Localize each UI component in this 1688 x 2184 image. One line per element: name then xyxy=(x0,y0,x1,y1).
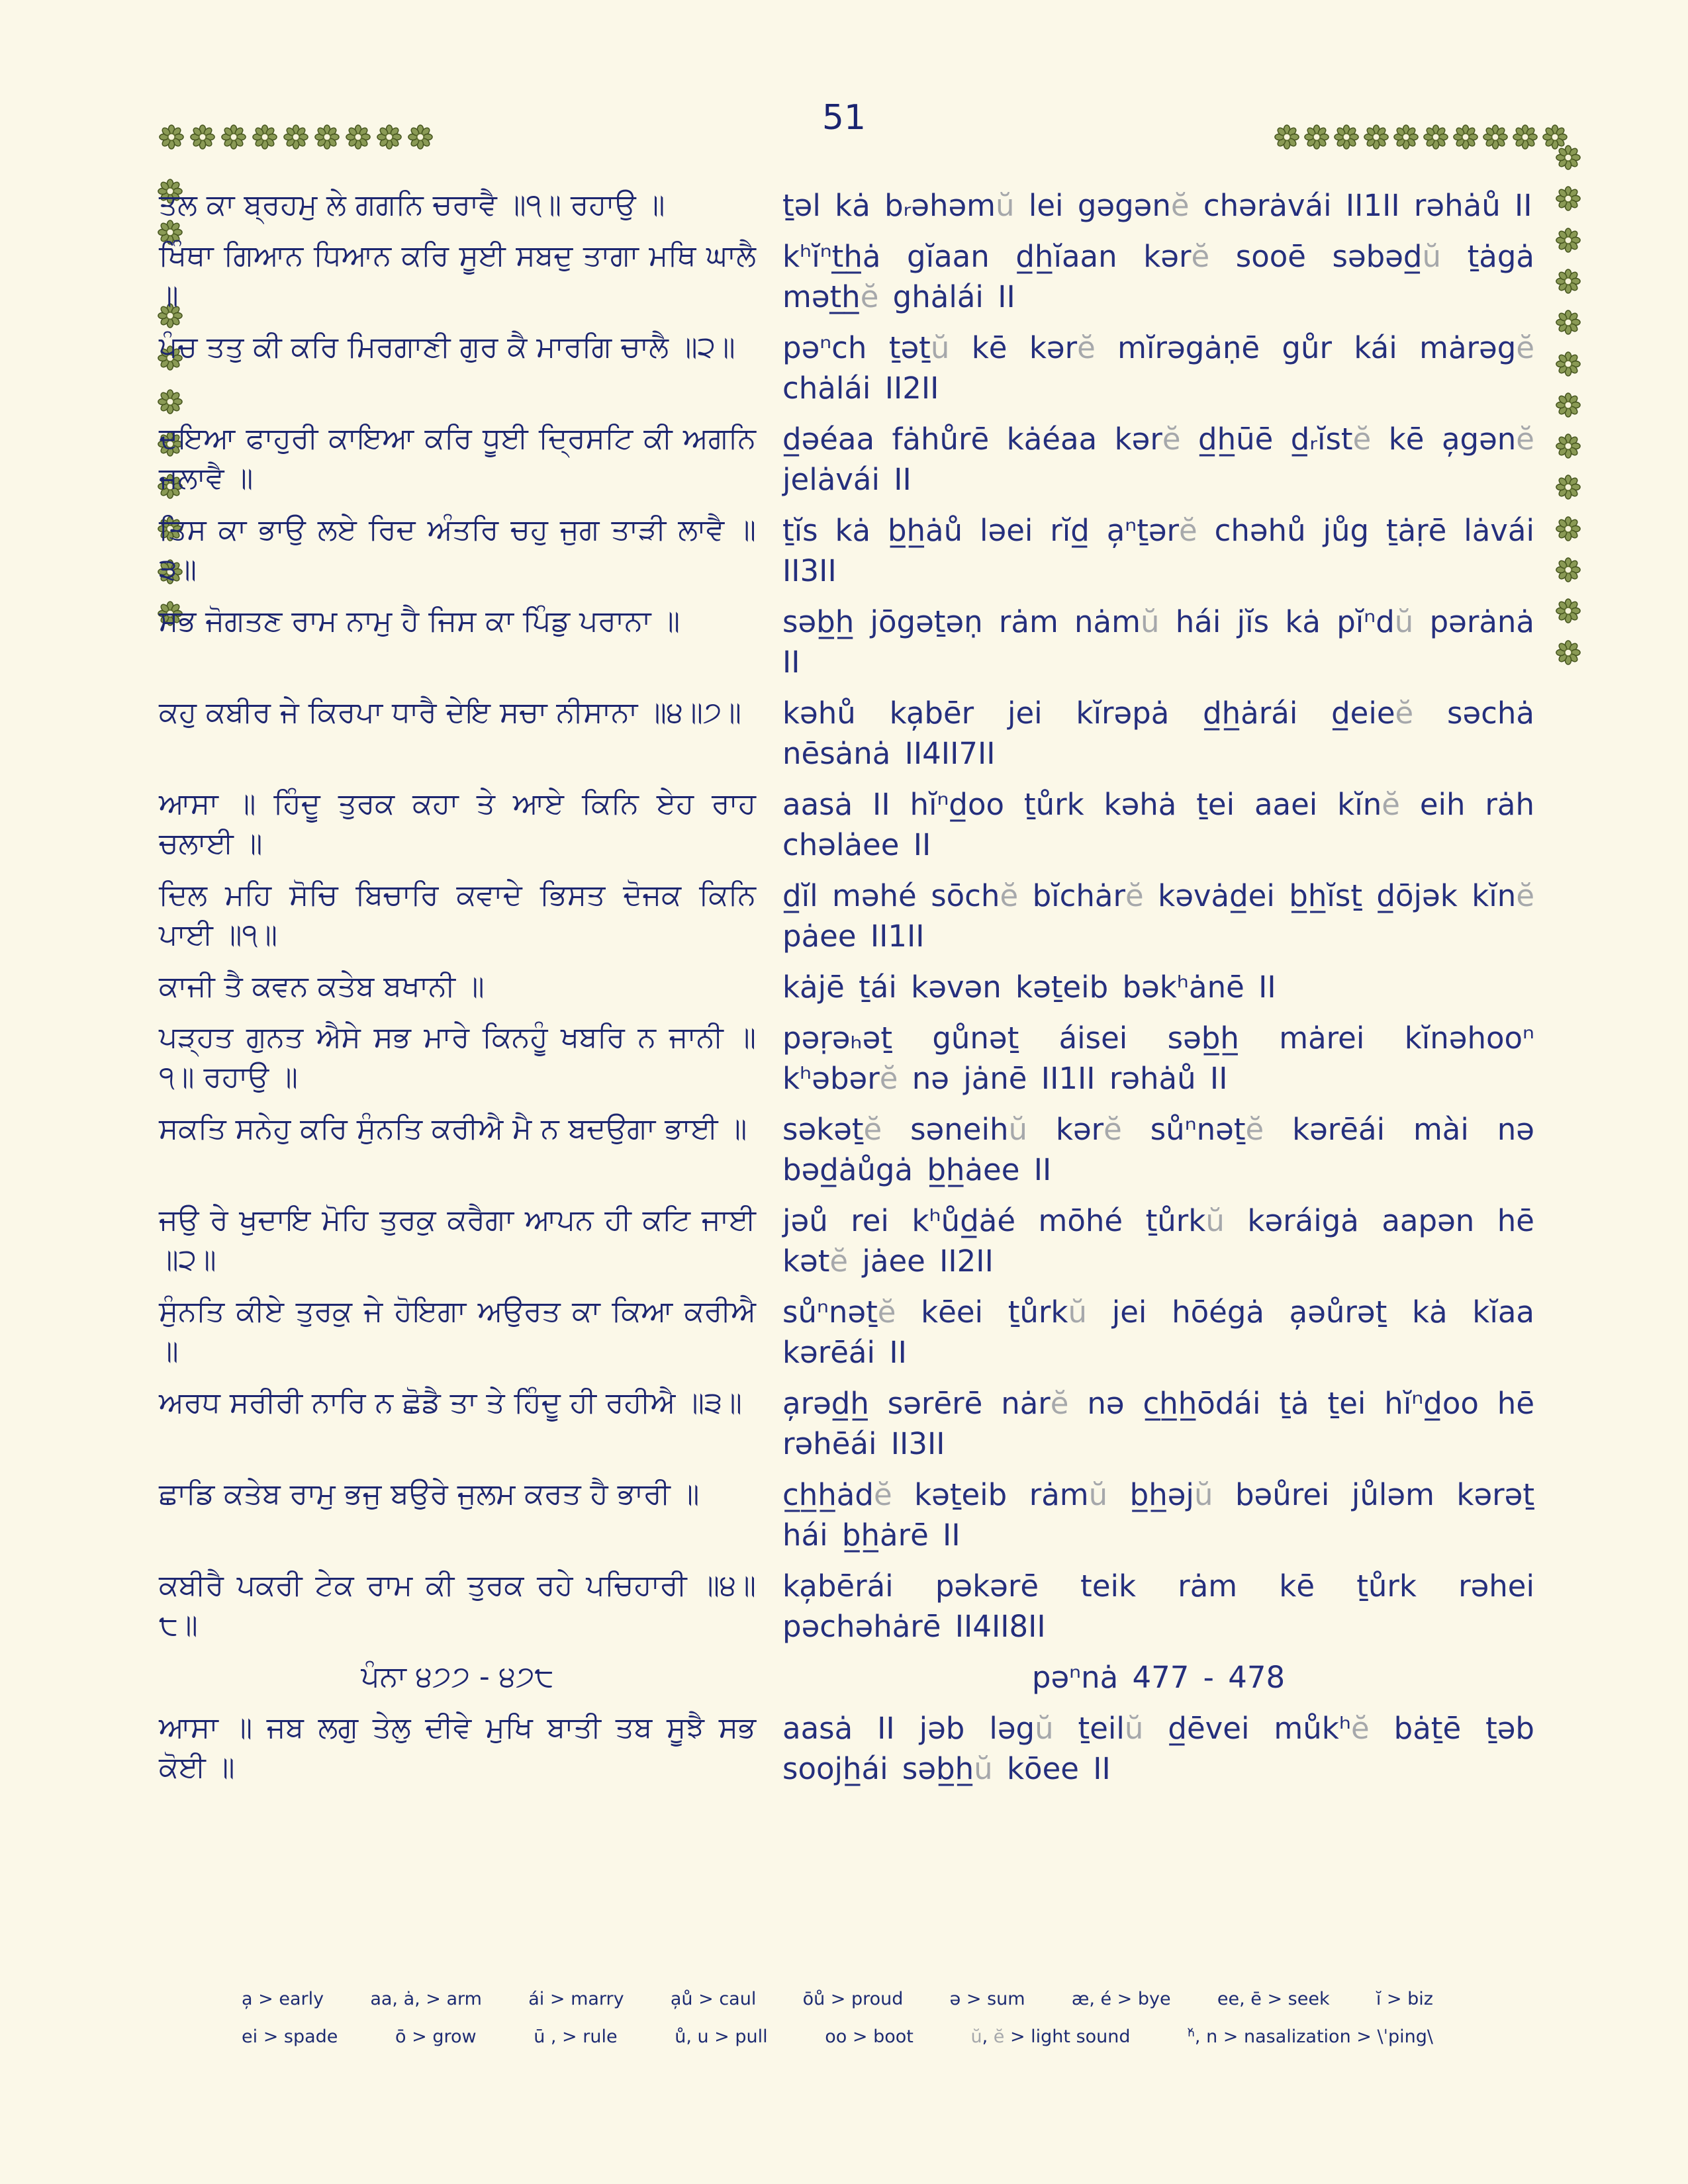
flower-icon xyxy=(1274,124,1299,150)
page-number: 51 xyxy=(821,98,867,138)
transliteration-line: pəⁿch ṯəṯŭ kē kərĕ mĭrəgȧṇē gůr kái mȧrəgĕ chȧlái II2II xyxy=(782,330,1534,406)
gurmukhi-line: ਪੰਚ ਤਤੁ ਕੀ ਕਰਿ ਮਿਰਗਾਣੀ ਗੁਰ ਕੈ ਮਾਰਗਿ ਚਾਲੈ ॥੨॥ xyxy=(159,330,735,364)
flower-icon xyxy=(1556,516,1581,541)
gurmukhi-line: ਤਿਸ ਕਾ ਭਾਉ ਲਏ ਰਿਦ ਅੰਤਰਿ ਚਹੁ ਜੁਗ ਤਾੜੀ ਲਾਵੈ ॥੩॥ xyxy=(159,513,756,586)
verse-table xyxy=(159,185,1534,1789)
page-ref-gurmukhi: ਪੰਨਾ ੪੭੭ - ੪੭੮ xyxy=(361,1660,554,1694)
pronunciation-key-row xyxy=(242,2026,1433,2047)
flower-icon xyxy=(1423,124,1448,150)
flower-icon xyxy=(190,124,215,150)
flower-icon xyxy=(159,124,184,150)
flower-icon xyxy=(377,124,402,150)
flower-icon xyxy=(1453,124,1478,150)
pronunciation-key-item: æ, é > bye xyxy=(1071,1989,1171,2009)
flower-icon xyxy=(1556,640,1581,665)
transliteration-line: pəṛəₕəṯ gůnəṯ áisei səb̲h̲ mȧrei kĭnəhooⁿ kʰəbərĕ nə jȧnē II1II rəhȧů II xyxy=(782,1021,1534,1096)
transliteration-line: aasȧ II jəb ləgŭ ṯeilŭ d̲ēvei můkʰĕ bȧṯē ṯəb soojh̲ái səb̲h̲ŭ kōee II xyxy=(782,1711,1534,1786)
flower-icon xyxy=(1556,433,1581,459)
transliteration-line: ṯəl kȧ bᵣəhəmŭ lei gəgənĕ chərȧvái II1II rəhȧů II xyxy=(782,188,1532,223)
transliteration-line: a̦rəd̲h̲ sərērē nȧrĕ nə c̲h̲h̲ōdái ṯȧ ṯei hĭⁿd̲oo hē rəhēái II3II xyxy=(782,1386,1535,1461)
pronunciation-key-item: ee, ē > seek xyxy=(1217,1989,1330,2009)
gurmukhi-line: ਖਿੰਥਾ ਗਿਆਨ ਧਿਆਨ ਕਰਿ ਸੂਈ ਸਬਦੁ ਤਾਗਾ ਮਥਿ ਘਾਲੈ ॥ xyxy=(159,239,756,312)
pronunciation-key-item: ə > sum xyxy=(949,1989,1025,2009)
gurmukhi-line: ਦਿਲ ਮਹਿ ਸੋਚਿ ਬਿਚਾਰਿ ਕਵਾਦੇ ਭਿਸਤ ਦੋਜਕ ਕਿਨਿ ਪਾਈ ॥੧॥ xyxy=(159,878,756,952)
pronunciation-key-item: ái > marry xyxy=(528,1989,624,2009)
pronunciation-key-item: a̦ > early xyxy=(242,1989,324,2009)
pronunciation-key-item: ů, u > pull xyxy=(675,2026,768,2047)
gurmukhi-line: ਆਸਾ ॥ ਹਿੰਦੂ ਤੁਰਕ ਕਹਾ ਤੇ ਆਏ ਕਿਨਿ ਏਹ ਰਾਹ ਚਲਾਈ ॥ xyxy=(159,787,756,860)
transliteration-line: ṯĭs kȧ b̲h̲ȧů ləei rĭd̲ a̦ⁿṯərĕ chəhů jůg ṯȧṛē lȧvái II3II xyxy=(782,513,1534,588)
gurmukhi-line: ਕਬੀਰੈ ਪਕਰੀ ਟੇਕ ਰਾਮ ਕੀ ਤੁਰਕ ਰਹੇ ਪਚਿਹਾਰੀ ॥੪॥੮॥ xyxy=(159,1569,756,1642)
pronunciation-key-item: ŭ, ĕ > light sound xyxy=(970,2026,1131,2047)
transliteration-line: səkəṯĕ səneihŭ kərĕ sůⁿnəṯĕ kərēái mài nə bəd̲ȧůgȧ b̲h̲ȧee II xyxy=(782,1112,1534,1187)
flower-icon xyxy=(1513,124,1538,150)
pronunciation-key-item: ō > grow xyxy=(395,2026,477,2047)
flower-icon xyxy=(346,124,371,150)
flower-icon xyxy=(314,124,340,150)
pronunciation-key-item: aa, ȧ, > arm xyxy=(370,1989,482,2009)
flower-icon xyxy=(1556,269,1581,294)
flower-icon xyxy=(1556,310,1581,335)
flower-icon xyxy=(1556,145,1581,170)
gurmukhi-line: ਛਾਡਿ ਕਤੇਬ ਰਾਮੁ ਭਜੁ ਬਉਰੇ ਜੁਲਮ ਕਰਤ ਹੈ ਭਾਰੀ ॥ xyxy=(159,1477,700,1511)
pronunciation-key-item: ū , > rule xyxy=(534,2026,618,2047)
transliteration-line: d̲əéaa fȧhůrē kȧéaa kərĕ d̲h̲ūē d̲ᵣĭstĕ kē a̦gənĕ jelȧvái II xyxy=(782,422,1534,497)
pronunciation-key-item: ⁿ̌, n > nasalization > \ˈping\ xyxy=(1188,2026,1433,2047)
flower-icon xyxy=(1393,124,1419,150)
flower-icon xyxy=(1556,351,1581,377)
flower-icon xyxy=(408,124,433,150)
transliteration-line: sůⁿnəṯĕ kēei ṯůrkŭ jei hōégȧ a̦əůrəṯ kȧ kĭaa kərēái II xyxy=(782,1295,1534,1370)
flower-icon xyxy=(1364,124,1389,150)
flower-icon xyxy=(1556,557,1581,582)
flower-icon xyxy=(1556,186,1581,211)
flower-icon xyxy=(1483,124,1508,150)
gurmukhi-line: ਸਕਤਿ ਸਨੇਹੁ ਕਰਿ ਸੁੰਨਤਿ ਕਰੀਐ ਮੈ ਨ ਬਦਉਗਾ ਭਾਈ ॥ xyxy=(159,1112,747,1146)
gurmukhi-line: ਸੁੰਨਤਿ ਕੀਏ ਤੁਰਕੁ ਜੇ ਹੋਇਗਾ ਅਉਰਤ ਕਾ ਕਿਆ ਕਰੀਐ ॥ xyxy=(159,1295,756,1368)
flower-icon xyxy=(1556,475,1581,500)
pronunciation-key xyxy=(242,1989,1433,2064)
pronunciation-key-item: a̦ů > caul xyxy=(670,1989,757,2009)
gurmukhi-line: ਕਹੁ ਕਬੀਰ ਜੇ ਕਿਰਪਾ ਧਾਰੈ ਦੇਇ ਸਚਾ ਨੀਸਾਨਾ ॥੪॥੭॥ xyxy=(159,696,741,729)
flower-icon xyxy=(1556,392,1581,418)
transliteration-line: kʰĭⁿt̲h̲ȧ gĭaan d̲h̲ĭaan kərĕ sooē səbəd̲ŭ ṯȧgȧ mət̲h̲ĕ ghȧlái II xyxy=(782,239,1534,314)
flower-icon xyxy=(1304,124,1329,150)
flower-icon xyxy=(221,124,246,150)
flower-icon xyxy=(252,124,277,150)
transliteration-line: səb̲h̲ jōgəṯəṇ rȧm nȧmŭ hái jĭs kȧ pĭⁿdŭ pərȧnȧ II xyxy=(782,604,1534,680)
gurmukhi-line: ਪੜ੍ਹਤ ਗੁਨਤ ਐਸੇ ਸਭ ਮਾਰੇ ਕਿਨਹੂੰ ਖਬਰਿ ਨ ਜਾਨੀ ॥੧॥ ਰਹਾਉ ॥ xyxy=(159,1021,756,1094)
pronunciation-key-item: ōů > proud xyxy=(802,1989,904,2009)
page-ref-translit: pəⁿnȧ 477 - 478 xyxy=(1031,1660,1286,1695)
flower-icon xyxy=(1556,228,1581,253)
gurmukhi-line: ਸਭ ਜੋਗਤਣ ਰਾਮ ਨਾਮੁ ਹੈ ਜਿਸ ਕਾ ਪਿੰਡੁ ਪਰਾਨਾ ॥ xyxy=(159,604,680,638)
gurmukhi-line: ਤਲ ਕਾ ਬ੍ਰਹਮੁ ਲੇ ਗਗਨਿ ਚਰਾਵੈ ॥੧॥ ਰਹਾਉ ॥ xyxy=(159,188,665,222)
pronunciation-key-item: ei > spade xyxy=(242,2026,338,2047)
gurmukhi-line: ਆਸਾ ॥ ਜਬ ਲਗੁ ਤੇਲੁ ਦੀਵੇ ਮੁਖਿ ਬਾਤੀ ਤਬ ਸੂਝੈ ਸਭ ਕੋਈ ॥ xyxy=(159,1711,756,1784)
gurmukhi-line: ਅਰਧ ਸਰੀਰੀ ਨਾਰਿ ਨ ਛੋਡੈ ਤਾ ਤੇ ਹਿੰਦੂ ਹੀ ਰਹੀਐ ॥੩॥ xyxy=(159,1386,742,1420)
transliteration-line: jəů rei kʰůd̲ȧé mōhé ṯůrkŭ kəráigȧ aapən hē kətĕ jȧee II2II xyxy=(782,1203,1534,1279)
flower-icon xyxy=(1556,598,1581,623)
flower-icon xyxy=(283,124,308,150)
transliteration-line: c̲h̲h̲ȧdĕ kəṯeib rȧmŭ b̲h̲əjŭ bəůrei jůləm kərəṯ hái b̲h̲ȧrē II xyxy=(782,1477,1534,1553)
pronunciation-key-item: oo > boot xyxy=(825,2026,914,2047)
transliteration-line: aasȧ II hĭⁿd̲oo ṯůrk kəhȧ ṯei aaei kĭnĕ eih rȧh chəlȧee II xyxy=(782,787,1534,862)
gurmukhi-line: ਕਾਜੀ ਤੈ ਕਵਨ ਕਤੇਬ ਬਖਾਨੀ ॥ xyxy=(159,970,485,1003)
flower-icon xyxy=(1334,124,1359,150)
gurmukhi-line: ਦਇਆ ਫਾਹੁਰੀ ਕਾਇਆ ਕਰਿ ਧੂਈ ਦ੍ਰਿਸਟਿ ਕੀ ਅਗਨਿ ਜਲਾਵੈ ॥ xyxy=(159,422,756,495)
transliteration-line: d̲ĭl məhé sōchĕ bĭchȧrĕ kəvȧd̲ei b̲h̲ĭsṯ d̲ōjək kĭnĕ pȧee II1II xyxy=(782,878,1534,954)
transliteration-line: kəhů ka̦bēr jei kĭrəpȧ d̲h̲ȧrái d̲eieĕ səchȧ nēsȧnȧ II4II7II xyxy=(782,696,1534,771)
transliteration-line: kȧjē ṯái kəvən kəṯeib bəkʰȧnē II xyxy=(782,970,1276,1005)
transliteration-line: ka̦bērái pəkərē teik rȧm kē ṯůrk rəhei pəchəhȧrē II4II8II xyxy=(782,1569,1534,1644)
pronunciation-key-item: ĭ > biz xyxy=(1376,1989,1433,2009)
gurmukhi-line: ਜਉ ਰੇ ਖੁਦਾਇ ਮੋਹਿ ਤੁਰਕੁ ਕਰੈਗਾ ਆਪਨ ਹੀ ਕਟਿ ਜਾਈ ॥੨॥ xyxy=(159,1203,756,1277)
pronunciation-key-row xyxy=(242,1989,1433,2009)
